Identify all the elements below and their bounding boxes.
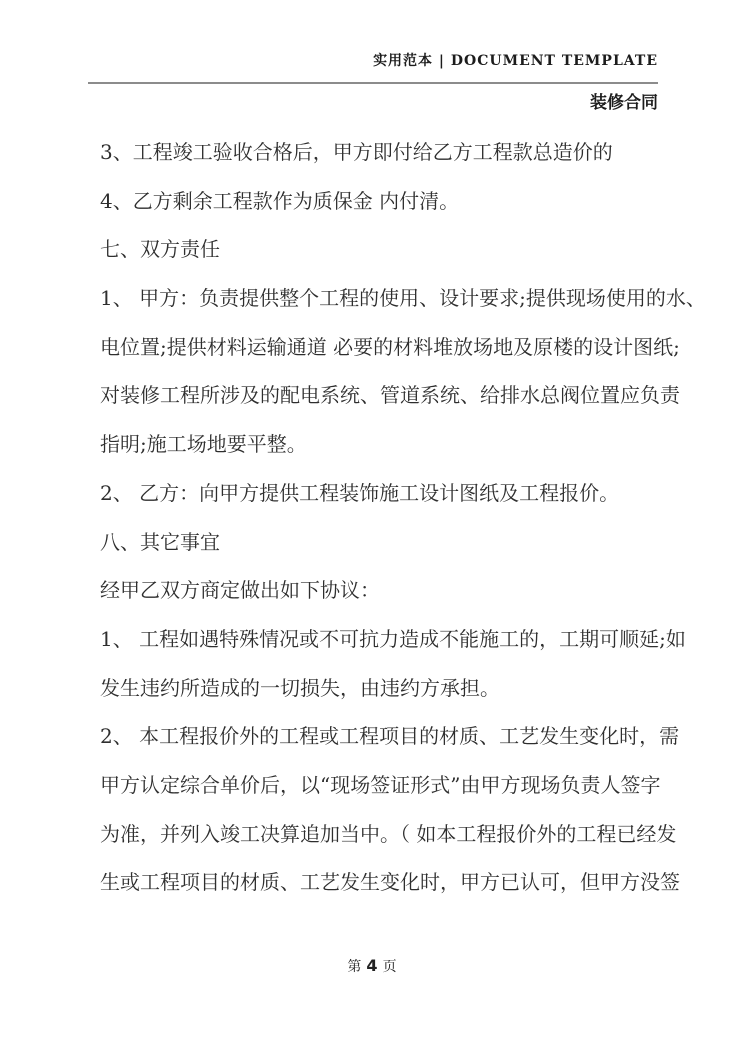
document-line: 八、其它事宜 (100, 529, 220, 554)
footer-page-number: 4 (366, 956, 378, 975)
footer-page-suffix: 页 (382, 959, 397, 975)
document-line: 2、 本工程报价外的工程或工程项目的材质、工艺发生变化时，需 (100, 724, 680, 749)
document-line: 生或工程项目的材质、工艺发生变化时，甲方已认可，但甲方没签 (100, 870, 680, 895)
document-line: 指明;施工场地要平整。 (100, 432, 307, 457)
document-body (100, 128, 706, 907)
header-divider (88, 82, 658, 84)
document-line: 电位置;提供材料运输通道 必要的材料堆放场地及原楼的设计图纸; (100, 334, 680, 359)
document-line: 甲方认定综合单价后，以“现场签证形式”由甲方现场负责人签字 (100, 772, 661, 797)
document-line: 3、工程竣工验收合格后，甲方即付给乙方工程款总造价的 (100, 140, 613, 164)
document-line: 七、双方责任 (100, 237, 220, 262)
document-line: 发生违约所造成的一切损失，由违约方承担。 (100, 675, 500, 700)
footer-page-prefix: 第 (347, 959, 362, 975)
document-line: 4、乙方剩余工程款作为质保金 内付清。 (100, 188, 460, 213)
document-line: 为准，并列入竣工决算追加当中。（ 如本工程报价外的工程已经发 (100, 821, 677, 846)
document-line: 1、 工程如遇特殊情况或不可抗力造成不能施工的，工期可顺延;如 (100, 626, 686, 651)
document-line: 1、 甲方：负责提供整个工程的使用、设计要求;提供现场使用的水、 (100, 286, 706, 311)
document-line: 经甲乙双方商定做出如下协议： (100, 578, 380, 603)
page-footer (0, 956, 744, 976)
document-line: 2、 乙方：向甲方提供工程装饰施工设计图纸及工程报价。 (100, 480, 620, 505)
header-brand: 实用范本 | DOCUMENT TEMPLATE (373, 53, 658, 69)
document-title: 装修合同 (590, 93, 658, 113)
document-line: 对装修工程所涉及的配电系统、管道系统、给排水总阀位置应负责 (100, 383, 680, 408)
